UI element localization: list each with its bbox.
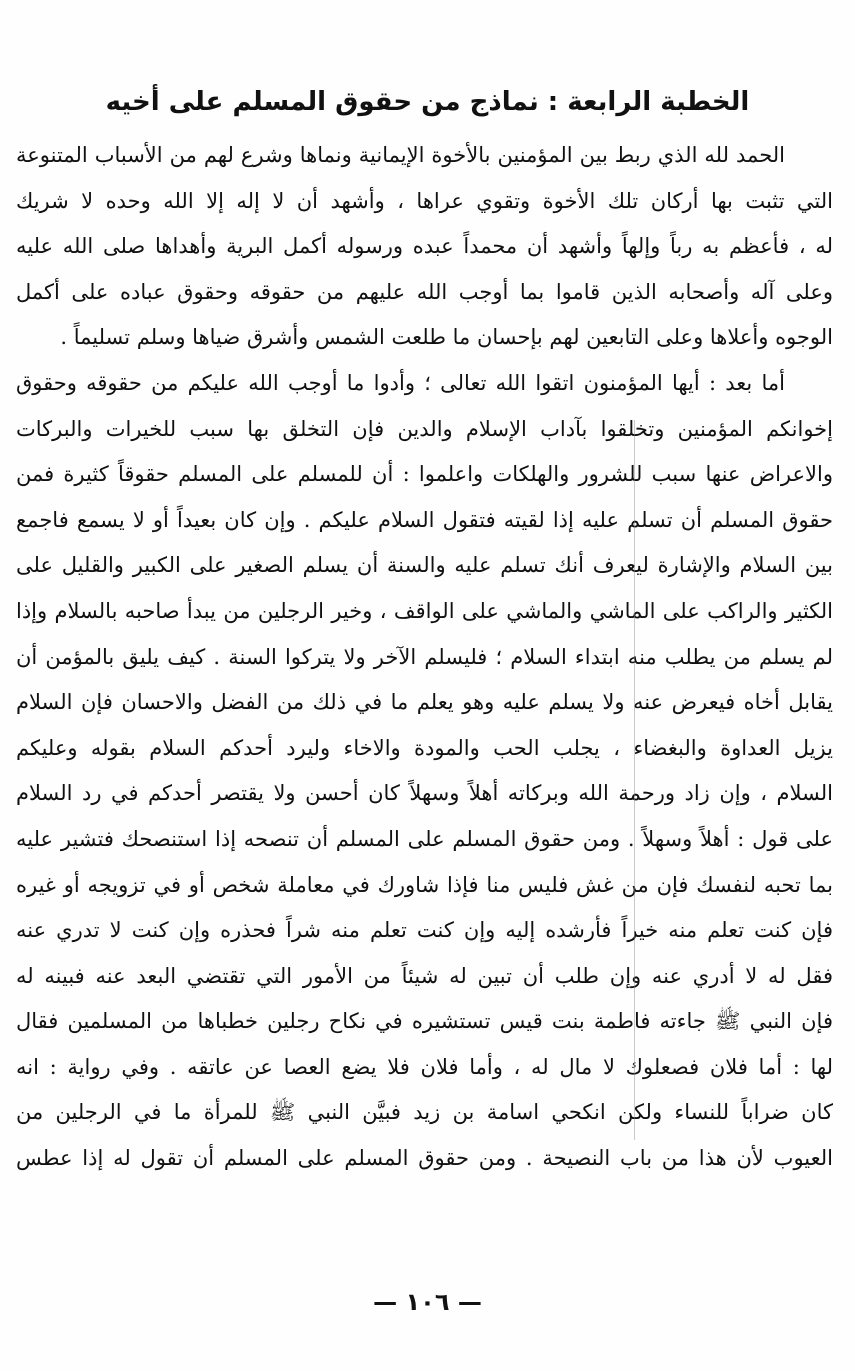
text-line: له ، فأعظم به رباً وإلهاً وأشهد أن محمداً عبده ورسوله أكمل البرية وأهداها صلى الله عليه	[16, 234, 833, 259]
text-line: الوجوه وأعلاها وعلى التابعين لهم بإحسان ما طلعت الشمس وأشرق ضياها وسلم تسليماً .	[60, 325, 833, 350]
text-line: لها : أما فلان فصعلوك لا مال له ، وأما فلان فلا يضع العصا عن عاتقه . وفي رواية : انه	[16, 1054, 833, 1079]
text-line: التي تثبت بها أركان تلك الأخوة وتقوي عراها ، وأشهد أن لا إله إلا الله وحده لا شريك	[16, 188, 833, 213]
text-line: الكثير والراكب على الماشي والماشي على الواقف ، وخير الرجلين من يبدأ صاحبه بالسلام وإذا	[16, 598, 833, 623]
page-number: — ١٠٦ —	[373, 1288, 482, 1316]
sermon-body	[16, 133, 833, 1182]
page-crease-mark	[634, 420, 635, 1140]
text-line: إخوانكم المؤمنين وتخلقوا بآداب الإسلام والدين فإن التخلق بها سبب للخيرات والبركات	[16, 416, 833, 441]
text-line: بين السلام والإشارة ليعرف أنك تسلم عليه والسنة أن يسلم الصغير على الكبير والقليل على	[16, 553, 833, 578]
text-line: فإن النبي ﷺ جاءته فاطمة بنت قيس تستشيره في نكاح رجلين خطباها من المسلمين فقال	[16, 1009, 833, 1034]
text-line: فإن كنت تعلم منه خيراً فأرشده إليه وإن كنت تعلم منه شراً فحذره وإن كنت لا تدري عنه	[16, 918, 833, 943]
text-line: كان ضراباً للنساء ولكن انكحي اسامة بن زيد فبيَّن النبي ﷺ للمرأة ما في الرجلين من	[16, 1100, 833, 1125]
text-line: السلام ، وإن زاد ورحمة الله وبركاته أهلاً وسهلاً كان أحسن ولا يقتصر أحدكم في رد السلام	[16, 781, 833, 806]
text-line: فقل له لا أدري عنه وإن طلب أن تبين له شيئاً من الأمور التي تقتضي البعد عنه فبينه له	[16, 963, 833, 988]
text-line: يقابل أخاه فيعرض عنه ولا يسلم عليه وهو يعلم ما في ذلك من الفضل والاحسان فإن السلام	[16, 690, 833, 715]
text-line: يزيل العداوة والبغضاء ، يجلب الحب والمودة والاخاء وليرد أحدكم السلام بقوله وعليكم	[16, 735, 833, 760]
text-line: والاعراض عنها سبب للشرور والهلكات واعلموا : أن للمسلم على المسلم حقوقاً كثيرة فمن	[16, 462, 833, 487]
sermon-title: الخطبة الرابعة : نماذج من حقوق المسلم على أخيه	[105, 87, 750, 117]
text-line: لم يسلم من يطلب منه ابتداء السلام ؛ فليسلم الآخر ولا يتركوا السنة . كيف يليق بالمؤمن أن	[16, 644, 833, 669]
text-line: أما بعد : أيها المؤمنون اتقوا الله تعالى ؛ وأدوا ما أوجب الله عليكم من حقوقه وحقوق	[16, 370, 785, 395]
text-line: وعلى آله وأصحابه الذين قاموا بما أوجب الله عليهم من حقوقه وحقوق عباده على أكمل	[16, 279, 833, 304]
text-line: الحمد لله الذي ربط بين المؤمنين بالأخوة الإيمانية ونماها وشرع لهم من الأسباب المتنوعة	[16, 143, 785, 167]
text-line: على قول : أهلاً وسهلاً . ومن حقوق المسلم على المسلم أن تنصحه إذا استنصحك فتشير عليه	[16, 826, 833, 851]
text-line: العيوب لأن هذا من باب النصيحة . ومن حقوق المسلم على المسلم أن تقول له إذا عطس	[16, 1146, 833, 1171]
text-line: بما تحبه لنفسك فإن من غش فليس منا فإذا شاورك في معاملة شخص أو في تزويجه أو غيره	[16, 872, 833, 897]
text-line: حقوق المسلم أن تسلم عليه إذا لقيته فتقول السلام عليكم . وإن كان بعيداً أو لا يسمع فاجمع	[16, 507, 833, 532]
